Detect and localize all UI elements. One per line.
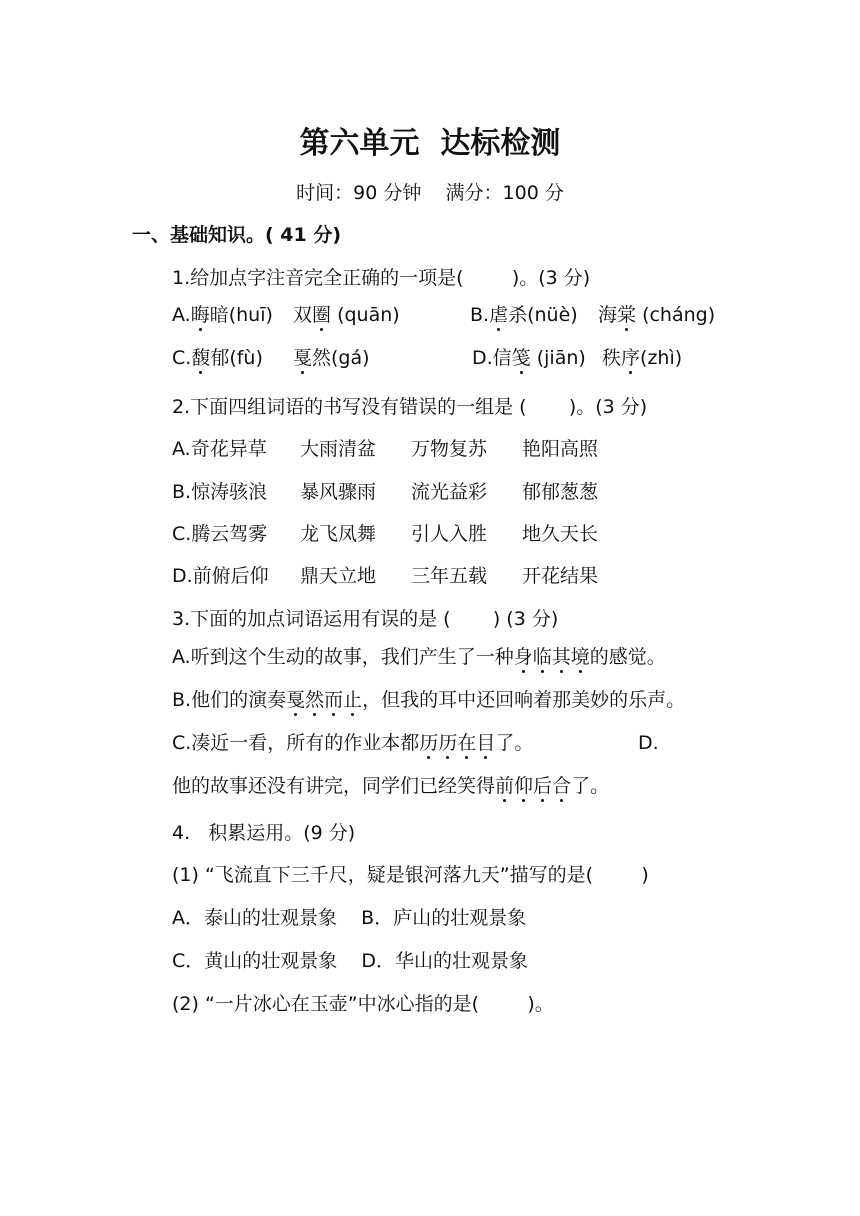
- q3-option-a: A.听到这个生动的故事，我们产生了一种身临其境的感觉。: [172, 646, 666, 668]
- question-3-stem: 3.下面的加点词语运用有误的是 ( ) (3 分): [172, 608, 559, 630]
- q2-cell: 暴风骤雨: [300, 481, 377, 503]
- dotted-char: 虐: [489, 304, 509, 326]
- q2-cell: 万物复苏: [411, 438, 488, 460]
- q1-option-b-2: 海棠 (cháng): [598, 304, 716, 326]
- dotted-char: 馥: [191, 347, 211, 369]
- dotted-char: 止: [343, 689, 363, 711]
- q4-part-1-options-ab: A．泰山的壮观景象 B．庐山的壮观景象: [172, 907, 527, 929]
- dotted-phrase: [286, 689, 362, 711]
- dotted-char: 后: [533, 775, 553, 797]
- q2-cell: D.前俯后仰: [172, 565, 269, 587]
- exam-meta: 时间：90 分钟 满分：100 分: [296, 182, 564, 204]
- q2-cell: 郁郁葱葱: [522, 481, 599, 503]
- page-title: 第六单元 达标检测: [299, 126, 561, 161]
- q2-cell: 流光益彩: [411, 481, 488, 503]
- q2-cell: 艳阳高照: [522, 438, 599, 460]
- q4-part-1-options-cd: C．黄山的壮观景象 D．华山的壮观景象: [172, 950, 529, 972]
- dotted-phrase: [495, 775, 571, 797]
- dotted-char: 然: [305, 689, 325, 711]
- dotted-char: 棠: [617, 304, 637, 326]
- q3-option-d: 他的故事还没有讲完，同学们已经笑得前仰后合了。: [172, 775, 610, 797]
- section-heading: 一、基础知识。( 41 分): [132, 224, 342, 246]
- dotted-char: 临: [532, 646, 552, 668]
- dotted-phrase: [514, 646, 590, 668]
- q2-cell: A.奇花异草: [172, 438, 267, 460]
- dotted-char: 晦: [190, 304, 210, 326]
- dotted-char: 戛: [286, 689, 306, 711]
- q2-cell: B.惊涛骇浪: [172, 481, 268, 503]
- q1-option-c-2: 戛然(gá): [293, 347, 370, 369]
- q2-cell: 引人入胜: [411, 523, 488, 545]
- q4-part-2: (2) “一片冰心在玉壶”中冰心指的是( )。: [172, 993, 554, 1015]
- q2-cell: C.腾云驾雾: [172, 523, 268, 545]
- dotted-char: 合: [552, 775, 572, 797]
- q1-option-a: A.晦暗(huī): [172, 304, 273, 326]
- q1-option-d-2: 秩序(zhì): [602, 347, 683, 369]
- dotted-char: 历: [419, 732, 439, 754]
- dotted-char: 其: [551, 646, 571, 668]
- q1-option-c: C.馥郁(fù): [172, 347, 263, 369]
- q2-cell: 鼎天立地: [300, 565, 377, 587]
- dotted-char: 身: [513, 646, 533, 668]
- question-1-stem: 1.给加点字注音完全正确的一项是( )。(3 分): [172, 267, 591, 289]
- q1-option-d: D.信笺 (jiān): [472, 347, 586, 369]
- dotted-char: 在: [457, 732, 477, 754]
- dotted-char: 历: [438, 732, 458, 754]
- q4-part-1: (1) “飞流直下三千尺，疑是银河落九天”描写的是( ): [172, 864, 649, 886]
- dotted-char: 序: [621, 347, 641, 369]
- q3-option-c: C.凑近一看，所有的作业本都历历在目了。: [172, 732, 534, 754]
- dotted-char: 圈: [312, 304, 332, 326]
- q1-option-b: B.虐杀(nüè): [470, 304, 578, 326]
- dotted-phrase: [419, 732, 495, 754]
- q2-cell: 大雨清盆: [300, 438, 377, 460]
- q2-cell: 龙飞凤舞: [300, 523, 377, 545]
- question-2-stem: 2.下面四组词语的书写没有错误的一组是 ( )。(3 分): [172, 396, 648, 418]
- dotted-char: 境: [570, 646, 590, 668]
- q2-cell: 三年五载: [411, 565, 488, 587]
- q2-cell: 开花结果: [522, 565, 599, 587]
- q3-option-b: B.他们的演奏戛然而止，但我的耳中还回响着那美妙的乐声。: [172, 689, 686, 711]
- dotted-char: 仰: [514, 775, 534, 797]
- question-4-stem: 4. 积累运用。(9 分): [172, 822, 356, 844]
- q3-option-d-label: D.: [638, 732, 659, 754]
- dotted-char: 戛: [293, 347, 313, 369]
- q1-option-a-2: 双圈 (quān): [293, 304, 400, 326]
- dotted-char: 前: [495, 775, 515, 797]
- dotted-char: 而: [324, 689, 344, 711]
- dotted-char: 笺: [511, 347, 531, 369]
- q2-cell: 地久天长: [522, 523, 599, 545]
- dotted-char: 目: [476, 732, 496, 754]
